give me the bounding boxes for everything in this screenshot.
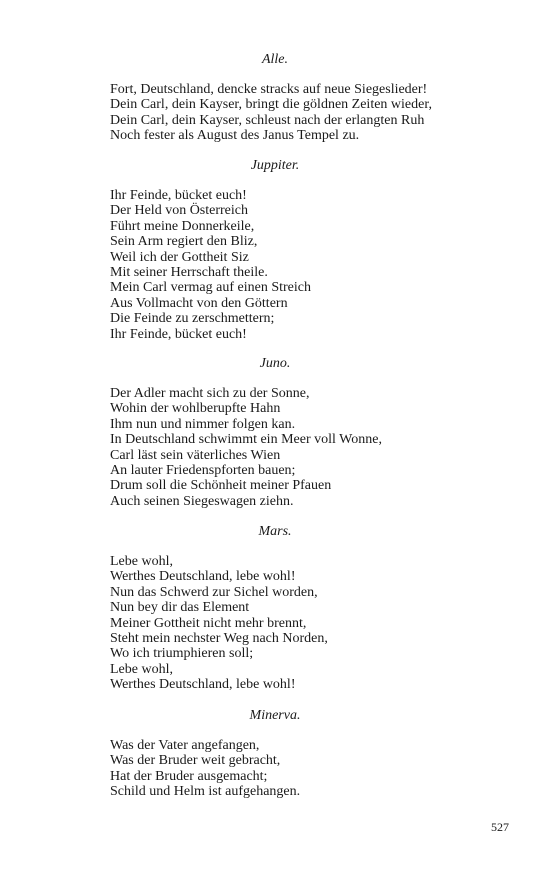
page-number: 527 bbox=[491, 820, 509, 834]
speaker-juno: Juno. bbox=[259, 356, 291, 371]
verse-line: Werthes Deutschland, lebe wohl! bbox=[110, 569, 296, 585]
verse-line: Nun bey dir das Element bbox=[110, 600, 250, 616]
verse-line: Lebe wohl, bbox=[110, 661, 173, 677]
verse-line: Fort, Deutschland, dencke stracks auf neue Siegeslieder! bbox=[110, 82, 428, 97]
verse-line: Drum soll die Schönheit meiner Pfauen bbox=[110, 478, 332, 494]
verse-line: Weil ich der Gottheit Siz bbox=[110, 249, 249, 265]
verse-line: Ihm nun und nimmer folgen kan. bbox=[110, 416, 296, 432]
stanza-juppiter bbox=[110, 188, 530, 342]
verse-line: Schild und Helm ist aufgehangen. bbox=[110, 784, 301, 800]
verse-line: Hat der Bruder ausgemacht; bbox=[110, 768, 268, 784]
stanza-alle bbox=[110, 82, 530, 144]
speaker-alle: Alle. bbox=[261, 52, 289, 67]
verse-line: Sein Arm regiert den Bliz, bbox=[110, 234, 258, 250]
speaker-minerva: Minerva. bbox=[249, 708, 301, 723]
verse-line: Der Held von Österreich bbox=[110, 203, 249, 219]
verse-line: Meiner Gottheit nicht mehr brennt, bbox=[110, 615, 307, 631]
verse-line: Die Feinde zu zerschmettern; bbox=[110, 311, 275, 327]
verse-line: An lauter Friedenspforten bauen; bbox=[110, 463, 296, 479]
verse-line: Mein Carl vermag auf einen Streich bbox=[110, 280, 311, 296]
verse-line: Dein Carl, dein Kayser, bringt die göldnen Zeiten wieder, bbox=[110, 97, 432, 113]
verse-line: Carl läst sein väterliches Wien bbox=[110, 447, 281, 463]
speaker-mars: Mars. bbox=[258, 524, 292, 539]
stanza-juno bbox=[110, 386, 530, 509]
verse-line: Ihr Feinde, bücket euch! bbox=[110, 188, 247, 203]
verse-line: Aus Vollmacht von den Göttern bbox=[110, 295, 288, 311]
verse-line: Steht mein nechster Weg nach Norden, bbox=[110, 631, 328, 647]
verse-line: Der Adler macht sich zu der Sonne, bbox=[110, 386, 310, 401]
stanza-minerva bbox=[110, 738, 530, 800]
verse-line: Lebe wohl, bbox=[110, 554, 173, 569]
verse-line: Führt meine Donnerkeile, bbox=[110, 218, 255, 234]
verse-line: Was der Bruder weit gebracht, bbox=[110, 753, 281, 769]
verse-line: Werthes Deutschland, lebe wohl! bbox=[110, 677, 296, 693]
verse-line: Ihr Feinde, bücket euch! bbox=[110, 326, 247, 342]
verse-line: Nun das Schwerd zur Sichel worden, bbox=[110, 584, 318, 600]
verse-line: Wohin der wohlberupfte Hahn bbox=[110, 401, 281, 417]
verse-line: Auch seinen Siegeswagen ziehn. bbox=[110, 493, 294, 509]
verse-line: Mit seiner Herrschaft theile. bbox=[110, 265, 268, 281]
verse-line: Noch fester als August des Janus Tempel zu. bbox=[110, 128, 360, 144]
verse-line: Was der Vater angefangen, bbox=[110, 738, 260, 753]
verse-line: In Deutschland schwimmt ein Meer voll Wonne, bbox=[110, 432, 382, 448]
speaker-juppiter: Juppiter. bbox=[250, 158, 300, 173]
verse-line: Dein Carl, dein Kayser, schleust nach der erlangten Ruh bbox=[110, 112, 425, 128]
stanza-mars bbox=[110, 554, 530, 693]
verse-line: Wo ich triumphieren soll; bbox=[110, 646, 254, 662]
